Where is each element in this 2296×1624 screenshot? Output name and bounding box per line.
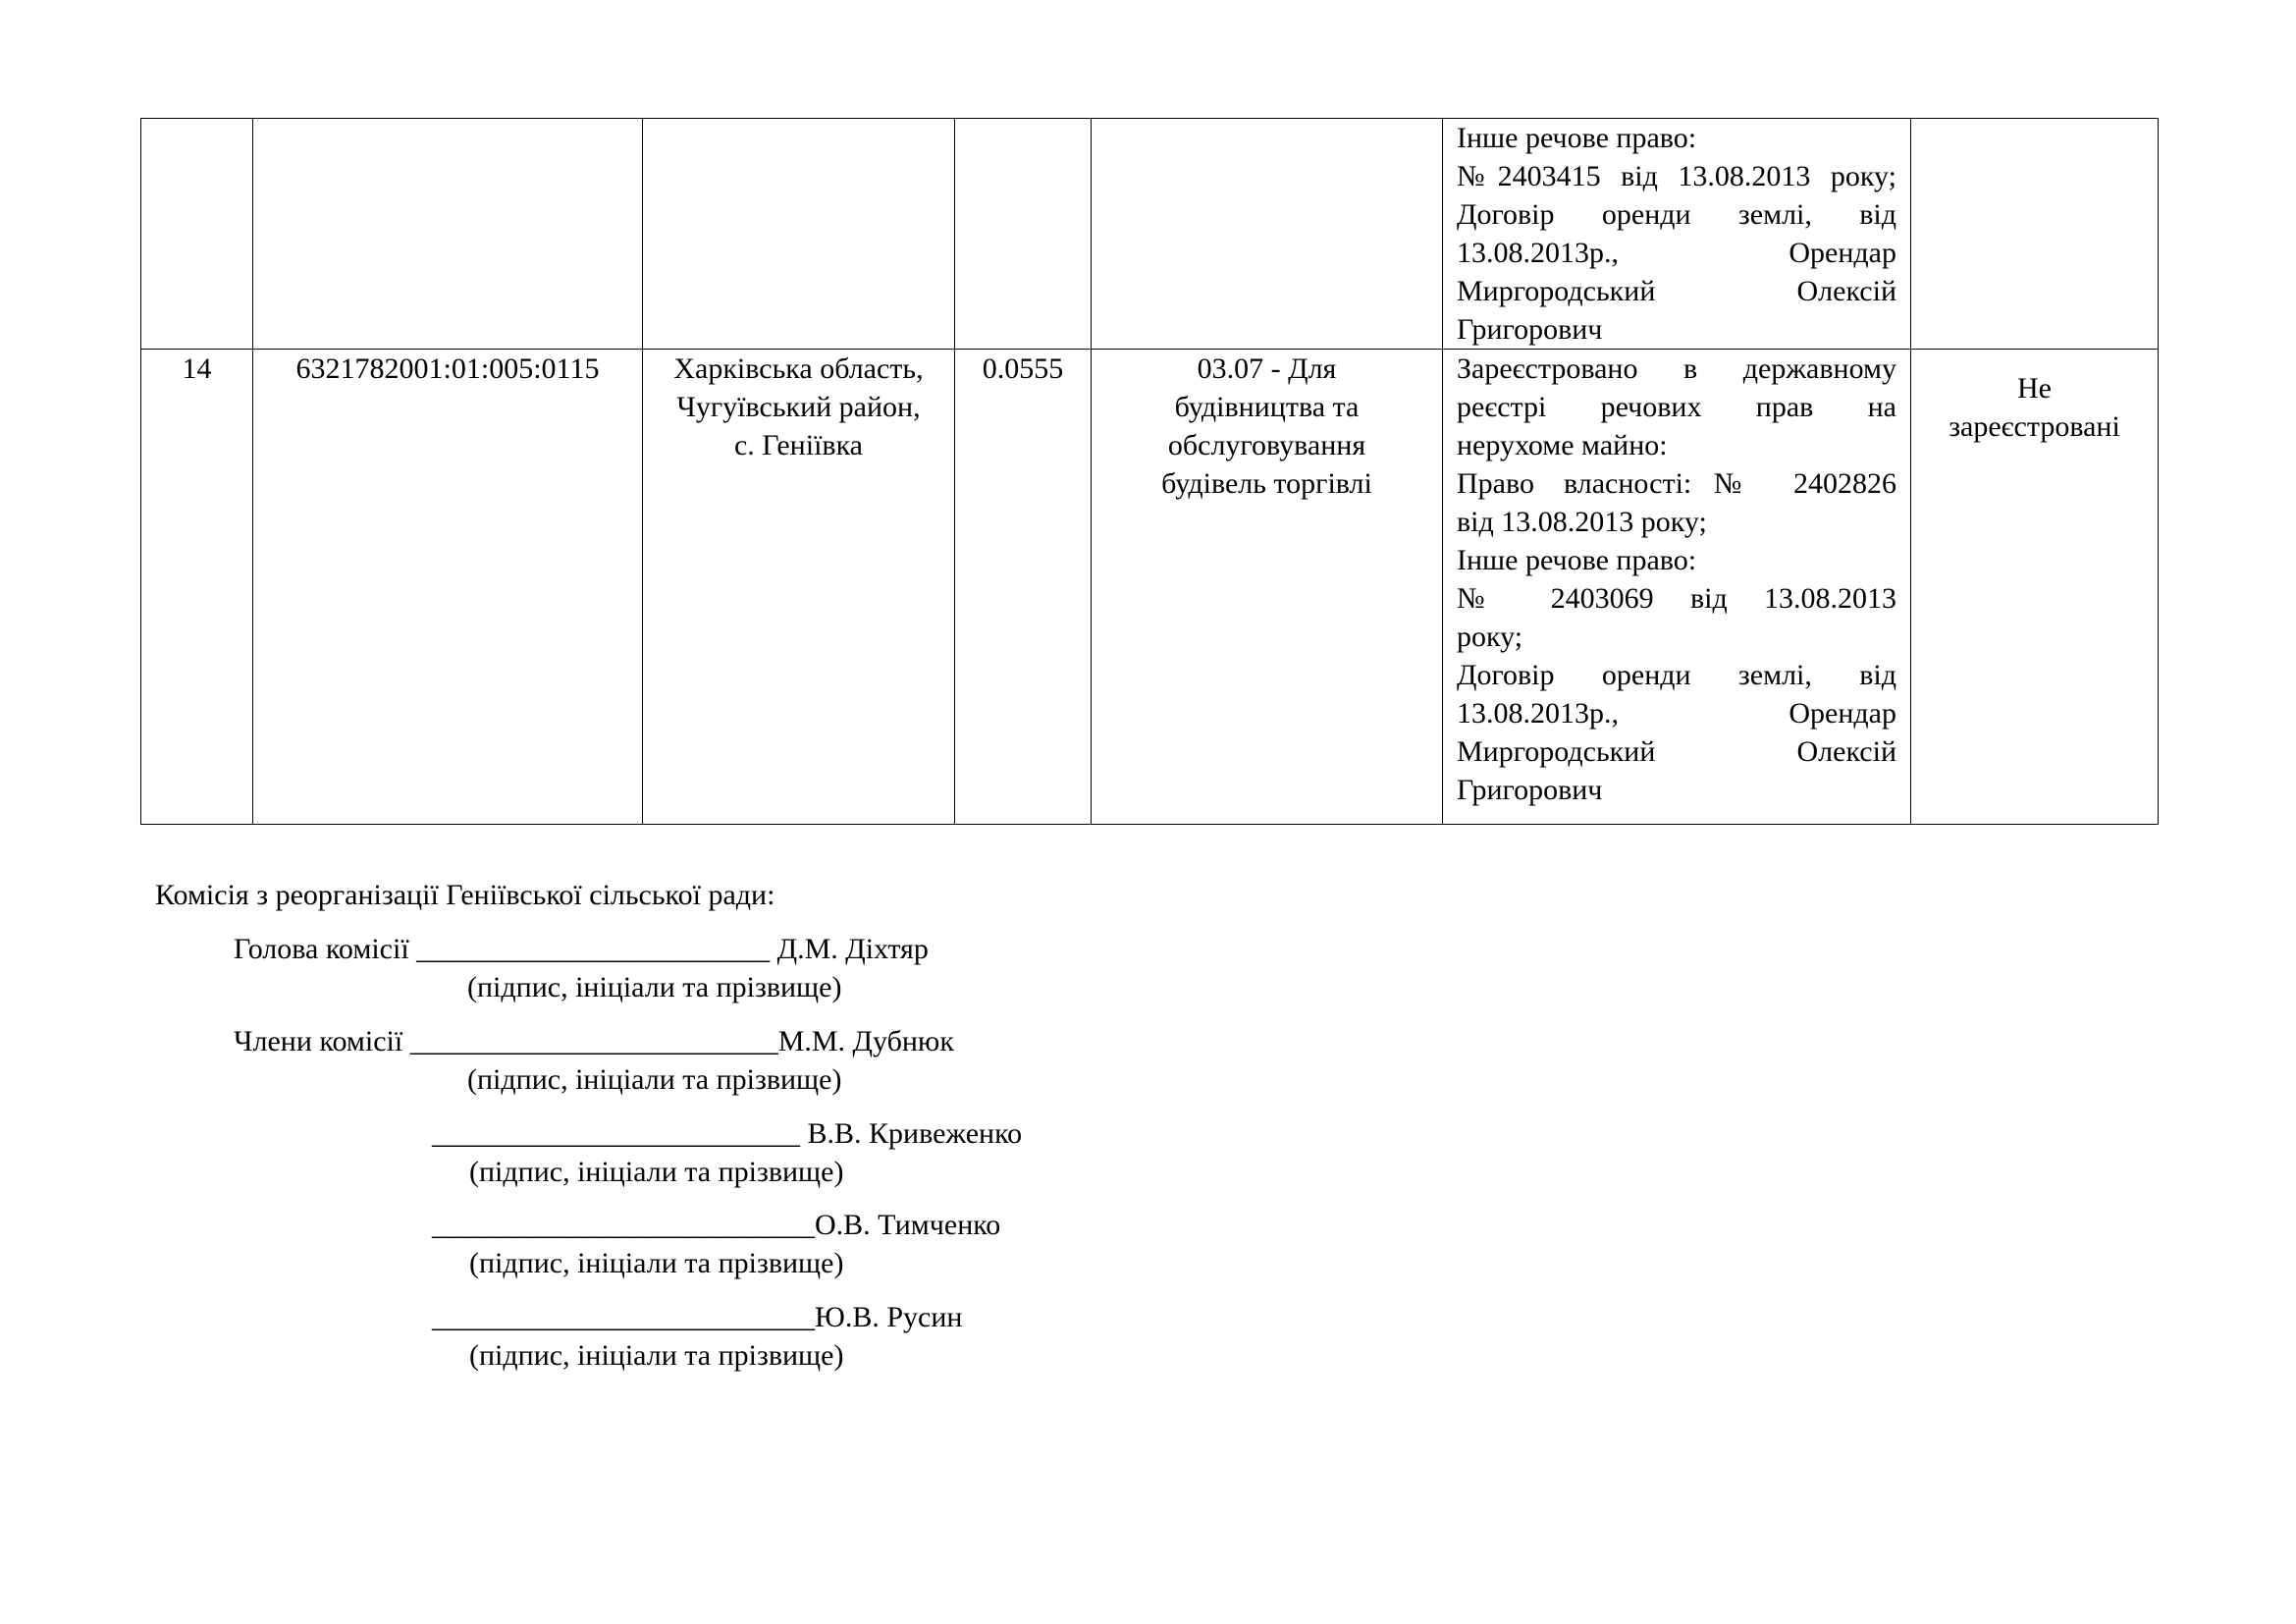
chair-signature-line	[234, 930, 929, 968]
registration-line: від 13.08.2013 року;	[1457, 506, 1707, 538]
address-line: Чугуївський район,	[676, 391, 921, 423]
members-role: Члени комісії	[234, 1025, 403, 1057]
signature-caption: (підпис, ініціали та прізвище)	[469, 1247, 844, 1279]
member-name: М.М. Дубнюк	[777, 1025, 954, 1057]
table-row-continued	[141, 119, 2159, 350]
registration-line: Миргородський Олексій	[1457, 275, 1896, 307]
cell-address	[643, 350, 955, 825]
registration-line: року;	[1457, 621, 1523, 653]
member-name: В.В. Кривеженко	[807, 1117, 1023, 1150]
land-plots-table	[140, 118, 2159, 825]
cell-purpose	[1092, 119, 1443, 350]
signature-caption: (підпис, ініціали та прізвище)	[467, 1063, 842, 1096]
registration-line: Право власності:№ 2402826	[1457, 467, 1896, 500]
address-line: с. Геніївка	[733, 429, 863, 461]
cell-area: 0.0555	[955, 350, 1092, 825]
registration-line: №2403415 від 13.08.2013 року;	[1457, 160, 1896, 192]
registration-line: Зареєстровано в державному	[1457, 352, 1896, 385]
purpose-line: 03.07 - Для	[1197, 352, 1337, 385]
cell-cadastral: 6321782001:01:005:0115	[253, 350, 643, 825]
cell-status	[1911, 350, 2159, 825]
signature-caption: (підпис, ініціали та прізвище)	[469, 1156, 844, 1188]
table-row-14	[141, 350, 2159, 825]
signature-blank: _________________________	[409, 1025, 778, 1057]
member-signature-line	[432, 1114, 1022, 1153]
cell-registration	[1443, 119, 1911, 350]
commission-heading: Комісія з реорганізації Геніївської сільської ради:	[155, 879, 775, 911]
registration-line: № 2403069 від 13.08.2013	[1457, 582, 1896, 615]
registration-line: Інше речове право:	[1457, 122, 1697, 154]
member-signature-line	[432, 1206, 1000, 1244]
member-signature-line	[234, 1022, 954, 1060]
registration-line: 13.08.2013р., Орендар	[1457, 237, 1896, 269]
cell-cadastral	[253, 119, 643, 350]
registration-line: Договір оренди землі, від	[1457, 198, 1896, 231]
signature-blank: ________________________	[416, 933, 771, 965]
member-name: О.В. Тимченко	[815, 1209, 1001, 1241]
registration-line: Григорович	[1457, 313, 1603, 346]
status-line: зареєстровані	[1949, 410, 2120, 443]
registration-line: Григорович	[1457, 774, 1603, 806]
cell-area	[955, 119, 1092, 350]
purpose-line: обслуговування	[1167, 429, 1366, 461]
registration-line: 13.08.2013р., Орендар	[1457, 697, 1896, 730]
member-signature-line	[432, 1298, 962, 1336]
chair-role: Голова комісії	[234, 933, 409, 965]
member-name: Ю.В. Русин	[815, 1301, 963, 1333]
address-line: Харківська область,	[673, 352, 924, 385]
registration-line: Інше речове право:	[1457, 544, 1697, 576]
cell-address	[643, 119, 955, 350]
chair-name: Д.М. Діхтяр	[776, 933, 929, 965]
cell-number: 14	[141, 350, 253, 825]
purpose-line: будівництва та	[1174, 391, 1360, 423]
cell-status	[1911, 119, 2159, 350]
cell-registration	[1443, 350, 1911, 825]
status-line: Не	[2017, 372, 2052, 405]
registration-line: Договір оренди землі, від	[1457, 659, 1896, 691]
purpose-line: будівель торгівлі	[1161, 467, 1372, 500]
registration-line: реєстрі речових прав на	[1457, 391, 1896, 423]
registration-line: нерухоме майно:	[1457, 429, 1668, 461]
signature-blank: __________________________	[432, 1209, 815, 1241]
cell-purpose	[1092, 350, 1443, 825]
registration-line: Миргородський Олексій	[1457, 735, 1896, 768]
signature-blank: _________________________	[432, 1117, 800, 1150]
signature-blank: __________________________	[432, 1301, 815, 1333]
signature-caption: (підпис, ініціали та прізвище)	[469, 1339, 844, 1372]
signature-caption: (підпис, ініціали та прізвище)	[467, 971, 842, 1003]
cell-number	[141, 119, 253, 350]
